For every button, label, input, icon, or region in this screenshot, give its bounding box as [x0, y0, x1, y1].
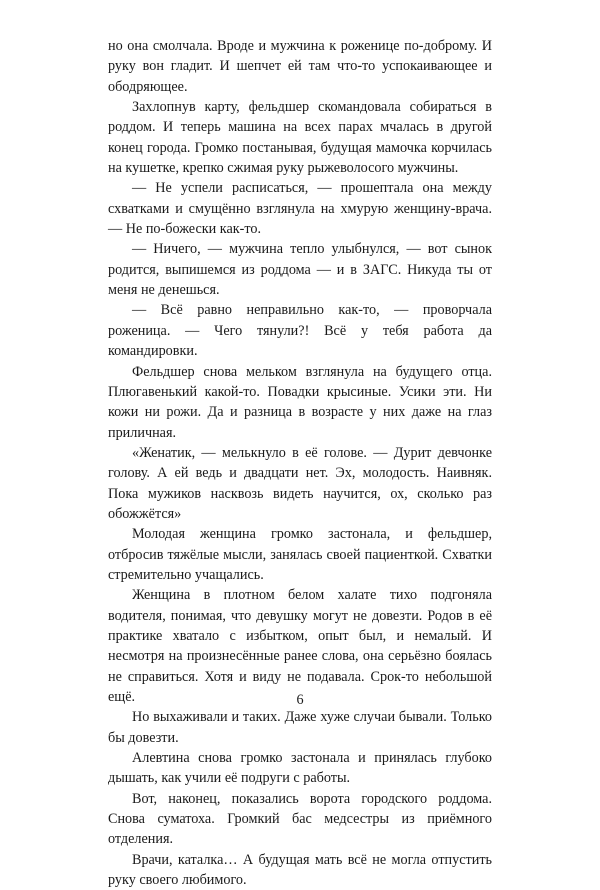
paragraph: Фельдшер снова мельком взглянула на будущего отца. Плюгавенький какой-то. Повадки крысиные. Усики эти. Ни кожи ни рожи. Да и разница в возрасте у них даже на глаз приличная. — [108, 363, 492, 441]
page-body — [108, 36, 492, 890]
paragraph: «Женатик, — мелькнуло в её голове. — Дурит девчонке голову. А ей ведь и двадцати нет. Эх, молодость. Наивняк. Пока мужиков насквозь видеть научится, ох, сколько раз обожжётся» — [108, 444, 492, 522]
paragraph: Женщина в плотном белом халате тихо подгоняла водителя, понимая, что девушку могут не довезти. Родов в её практике хватало с избытком, опыт был, и немалый. И несмотря на произнесённые ранее слова, она серьёзно боялась не справиться. Хотя и виду не подавала. Срок-то небольшой ещё. — [108, 587, 492, 705]
paragraph: Врачи, каталка… А будущая мать всё не могла отпустить руку своего любимого. — [108, 851, 492, 889]
paragraph: Алевтина снова громко застонала и принялась глубоко дышать, как учили её подруги с работы. — [108, 750, 492, 787]
paragraph: Захлопнув карту, фельдшер скомандовала собираться в роддом. И теперь машина на всех парах мчалась в другой конец города. Громко постанывая, будущая мамочка корчилась на кушетке, крепко сжимая руку рыжеволосого мужчины. — [108, 99, 492, 177]
paragraph: — Всё равно неправильно как-то, — проворчала роженица. — Чего тянули?! Всё у тебя работа да командировки. — [108, 302, 492, 360]
paragraph: Вот, наконец, показались ворота городского роддома. Снова суматоха. Громкий бас медсестры из приёмного отделения. — [108, 790, 492, 848]
paragraph: Но выхаживали и таких. Даже хуже случаи бывали. Только бы довезти. — [108, 709, 492, 746]
paragraph: Молодая женщина громко застонала, и фельдшер, отбросив тяжёлые мысли, занялась своей пациенткой. Схватки стремительно учащались. — [108, 526, 492, 583]
page-number: 6 — [296, 692, 304, 708]
paragraph: но она смолчала. Вроде и мужчина к роженице по-доброму. И руку вон гладит. И шепчет ей там что-то успокаивающее и ободряющее. — [108, 38, 492, 95]
paragraph: — Ничего, — мужчина тепло улыбнулся, — вот сынок родится, выпишемся из роддома — и в ЗАГС. Никуда ты от меня не денешься. — [108, 241, 492, 299]
paragraph: — Не успели расписаться, — прошептала она между схватками и смущённо взглянула на хмурую женщину-врача. — Не по-божески как-то. — [108, 180, 492, 238]
